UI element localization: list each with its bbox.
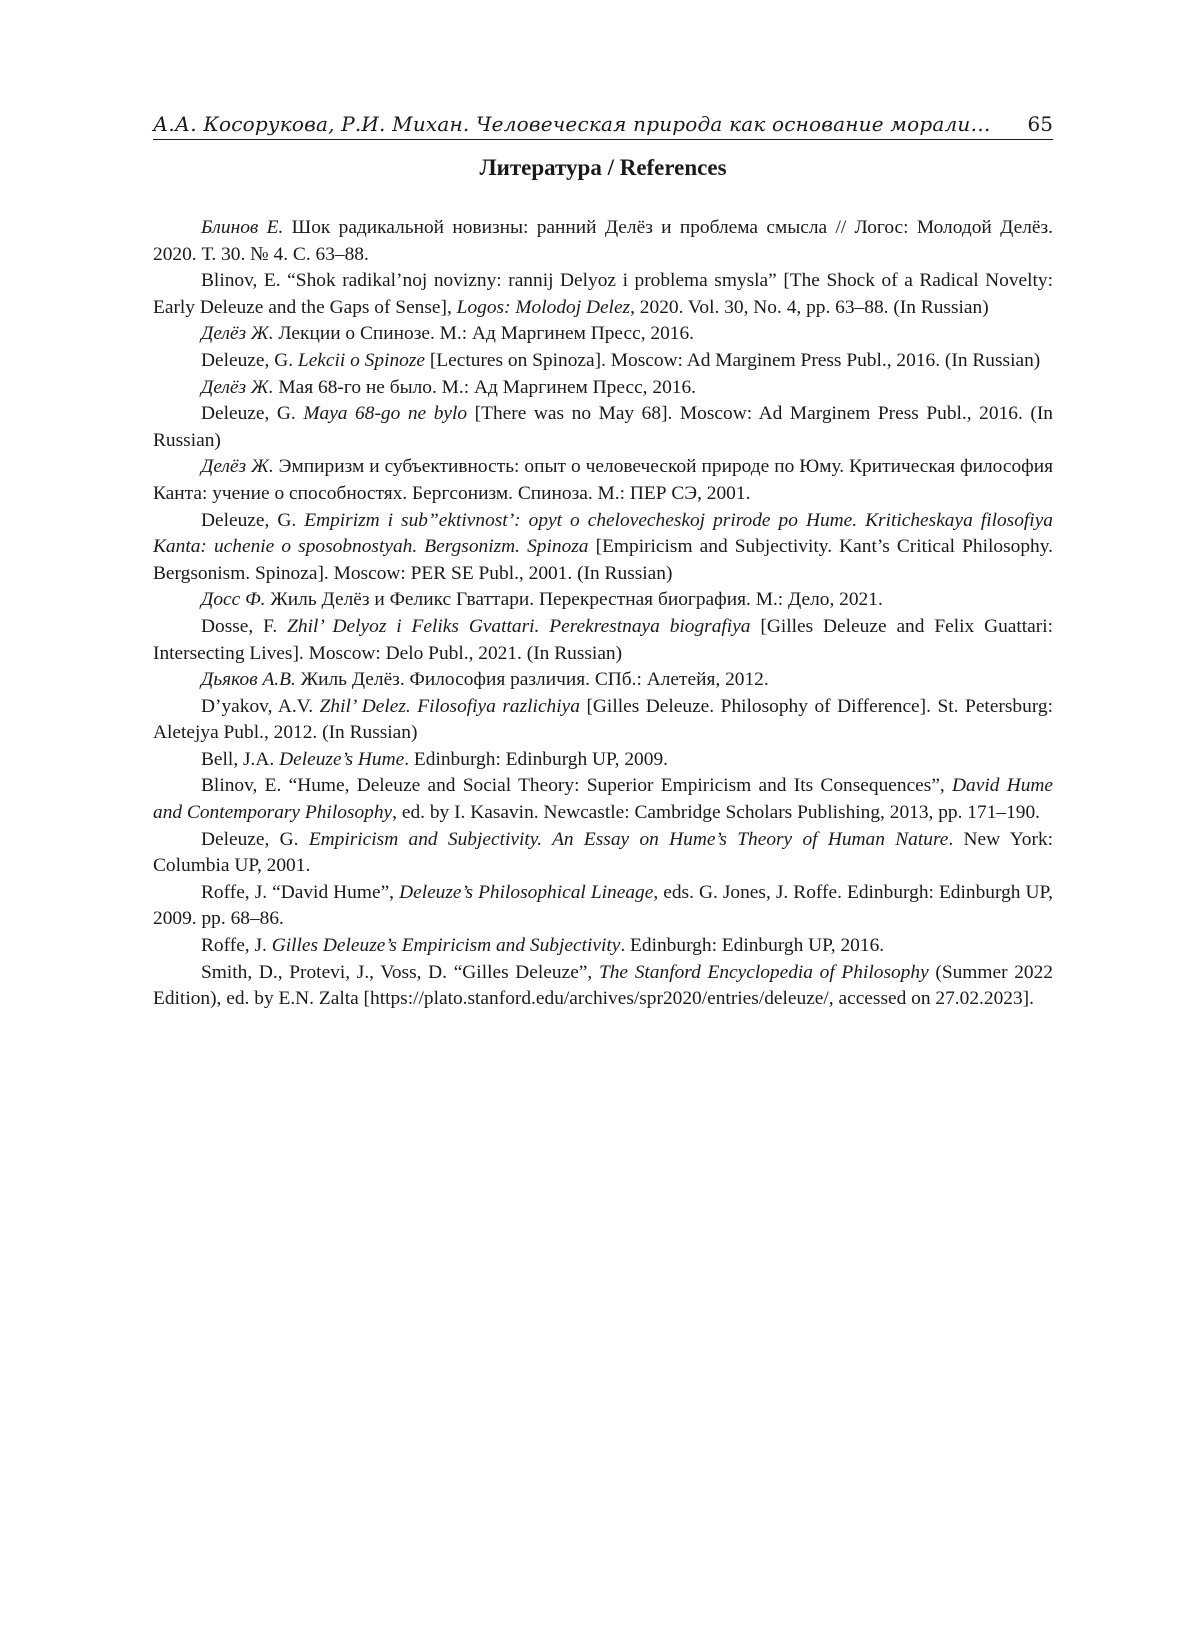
reference-entry: Roffe, J. Gilles Deleuze’s Empiricism and Subjectivity. Edinburgh: Edinburgh UP, 2016. [201,935,885,957]
reference-entry: Дьяков А.В. Жиль Делёз. Философия различия. СПб.: Алетейя, 2012. [201,669,769,691]
reference-entry: Deleuze, G. Empiricism and Subjectivity. An Essay on Hume’s Theory of Human Nature. New York: Columbia UP, 2001. [153,828,1054,877]
reference-entry: Deleuze, G. Lekcii o Spinoze [Lectures on Spinoza]. Moscow: Ad Marginem Press Publ., 2016. (In Russian) [201,349,1041,371]
reference-entry: Deleuze, G. Empirizm i sub”ektivnost’: opyt o chelovecheskoj prirode po Hume. Kriticheskaya filosofiya Kanta: uchenie o sposobnostyah. Bergsonizm. Spinoza [Empiricism and Subjectivity. Kant’s Critical Philosophy. Bergsonism. Spinoza]. Moscow: PER SE Publ., 2001. (In Russian) [153,509,1053,584]
reference-entry: Dosse, F. Zhil’ Delyoz i Feliks Gvattari. Perekrestnaya biografiya [Gilles Deleuze and Felix Guattari: Intersecting Lives]. Moscow: Delo Publ., 2021. (In Russian) [153,615,1053,664]
reference-entry: Досс Ф. Жиль Делёз и Феликс Гваттари. Перекрестная биография. М.: Дело, 2021. [201,589,883,611]
reference-entry: Roffe, J. “David Hume”, Deleuze’s Philosophical Lineage, eds. G. Jones, J. Roffe. Edinburgh: Edinburgh UP, 2009. pp. 68–86. [153,881,1053,930]
reference-entry: Bell, J.A. Deleuze’s Hume. Edinburgh: Edinburgh UP, 2009. [201,748,668,770]
reference-entry: Blinov, E. “Hume, Deleuze and Social Theory: Superior Empiricism and Its Consequences”, David Hume and Contemporary Philosophy, ed. by I. Kasavin. Newcastle: Cambridge Scholars Publishing, 2013, pp. 171–190. [153,775,1054,824]
reference-entry: Делёз Ж. Эмпиризм и субъективность: опыт о человеческой природе по Юму. Критическая философия Канта: учение о способностях. Бергсонизм. Спиноза. М.: ПЕР СЭ, 2001. [153,456,1053,504]
reference-entry: D’yakov, A.V. Zhil’ Delez. Filosofiya razlichiya [Gilles Deleuze. Philosophy of Difference]. St. Petersburg: Aletejya Publ., 2012. (In Russian) [153,695,1054,744]
running-header [153,106,1053,140]
reference-entry: Делёз Ж. Лекции о Спинозе. М.: Ад Маргинем Пресс, 2016. [201,323,695,345]
reference-entry: Smith, D., Protevi, J., Voss, D. “Gilles Deleuze”, The Stanford Encyclopedia of Philosophy (Summer 2022 Edition), ed. by E.N. Zalta [https://plato.stanford.edu/archives/spr2020/entries/deleuze/, accessed on 27.02.2023]. [153,961,1053,1010]
reference-list [153,215,1053,1013]
reference-entry: Делёз Ж. Мая 68-го не было. М.: Ад Маргинем Пресс, 2016. [201,376,697,398]
reference-entry: Blinov, E. “Shok radikal’noj novizny: rannij Delyoz i problema smysla” [The Shock of a Radical Novelty: Early Deleuze and the Gaps of Sense], Logos: Molodoj Delez, 2020. Vol. 30, No. 4, pp. 63–88. (In Russian) [153,270,1053,318]
reference-entry: Блинов Е. Шок радикальной новизны: ранний Делёз и проблема смысла // Логос: Молодой Делёз. 2020. Т. 30. № 4. С. 63–88. [153,217,1053,265]
reference-entry: Deleuze, G. Maya 68-go ne bylo [There was no May 68]. Moscow: Ad Marginem Press Publ., 2016. (In Russian) [153,403,1053,451]
page-number: 65 [1027,112,1053,136]
running-title: А.А. Косорукова, Р.И. Михан. Человеческая природа как основание морали… [153,112,991,136]
section-title: Литература / References [479,155,727,180]
